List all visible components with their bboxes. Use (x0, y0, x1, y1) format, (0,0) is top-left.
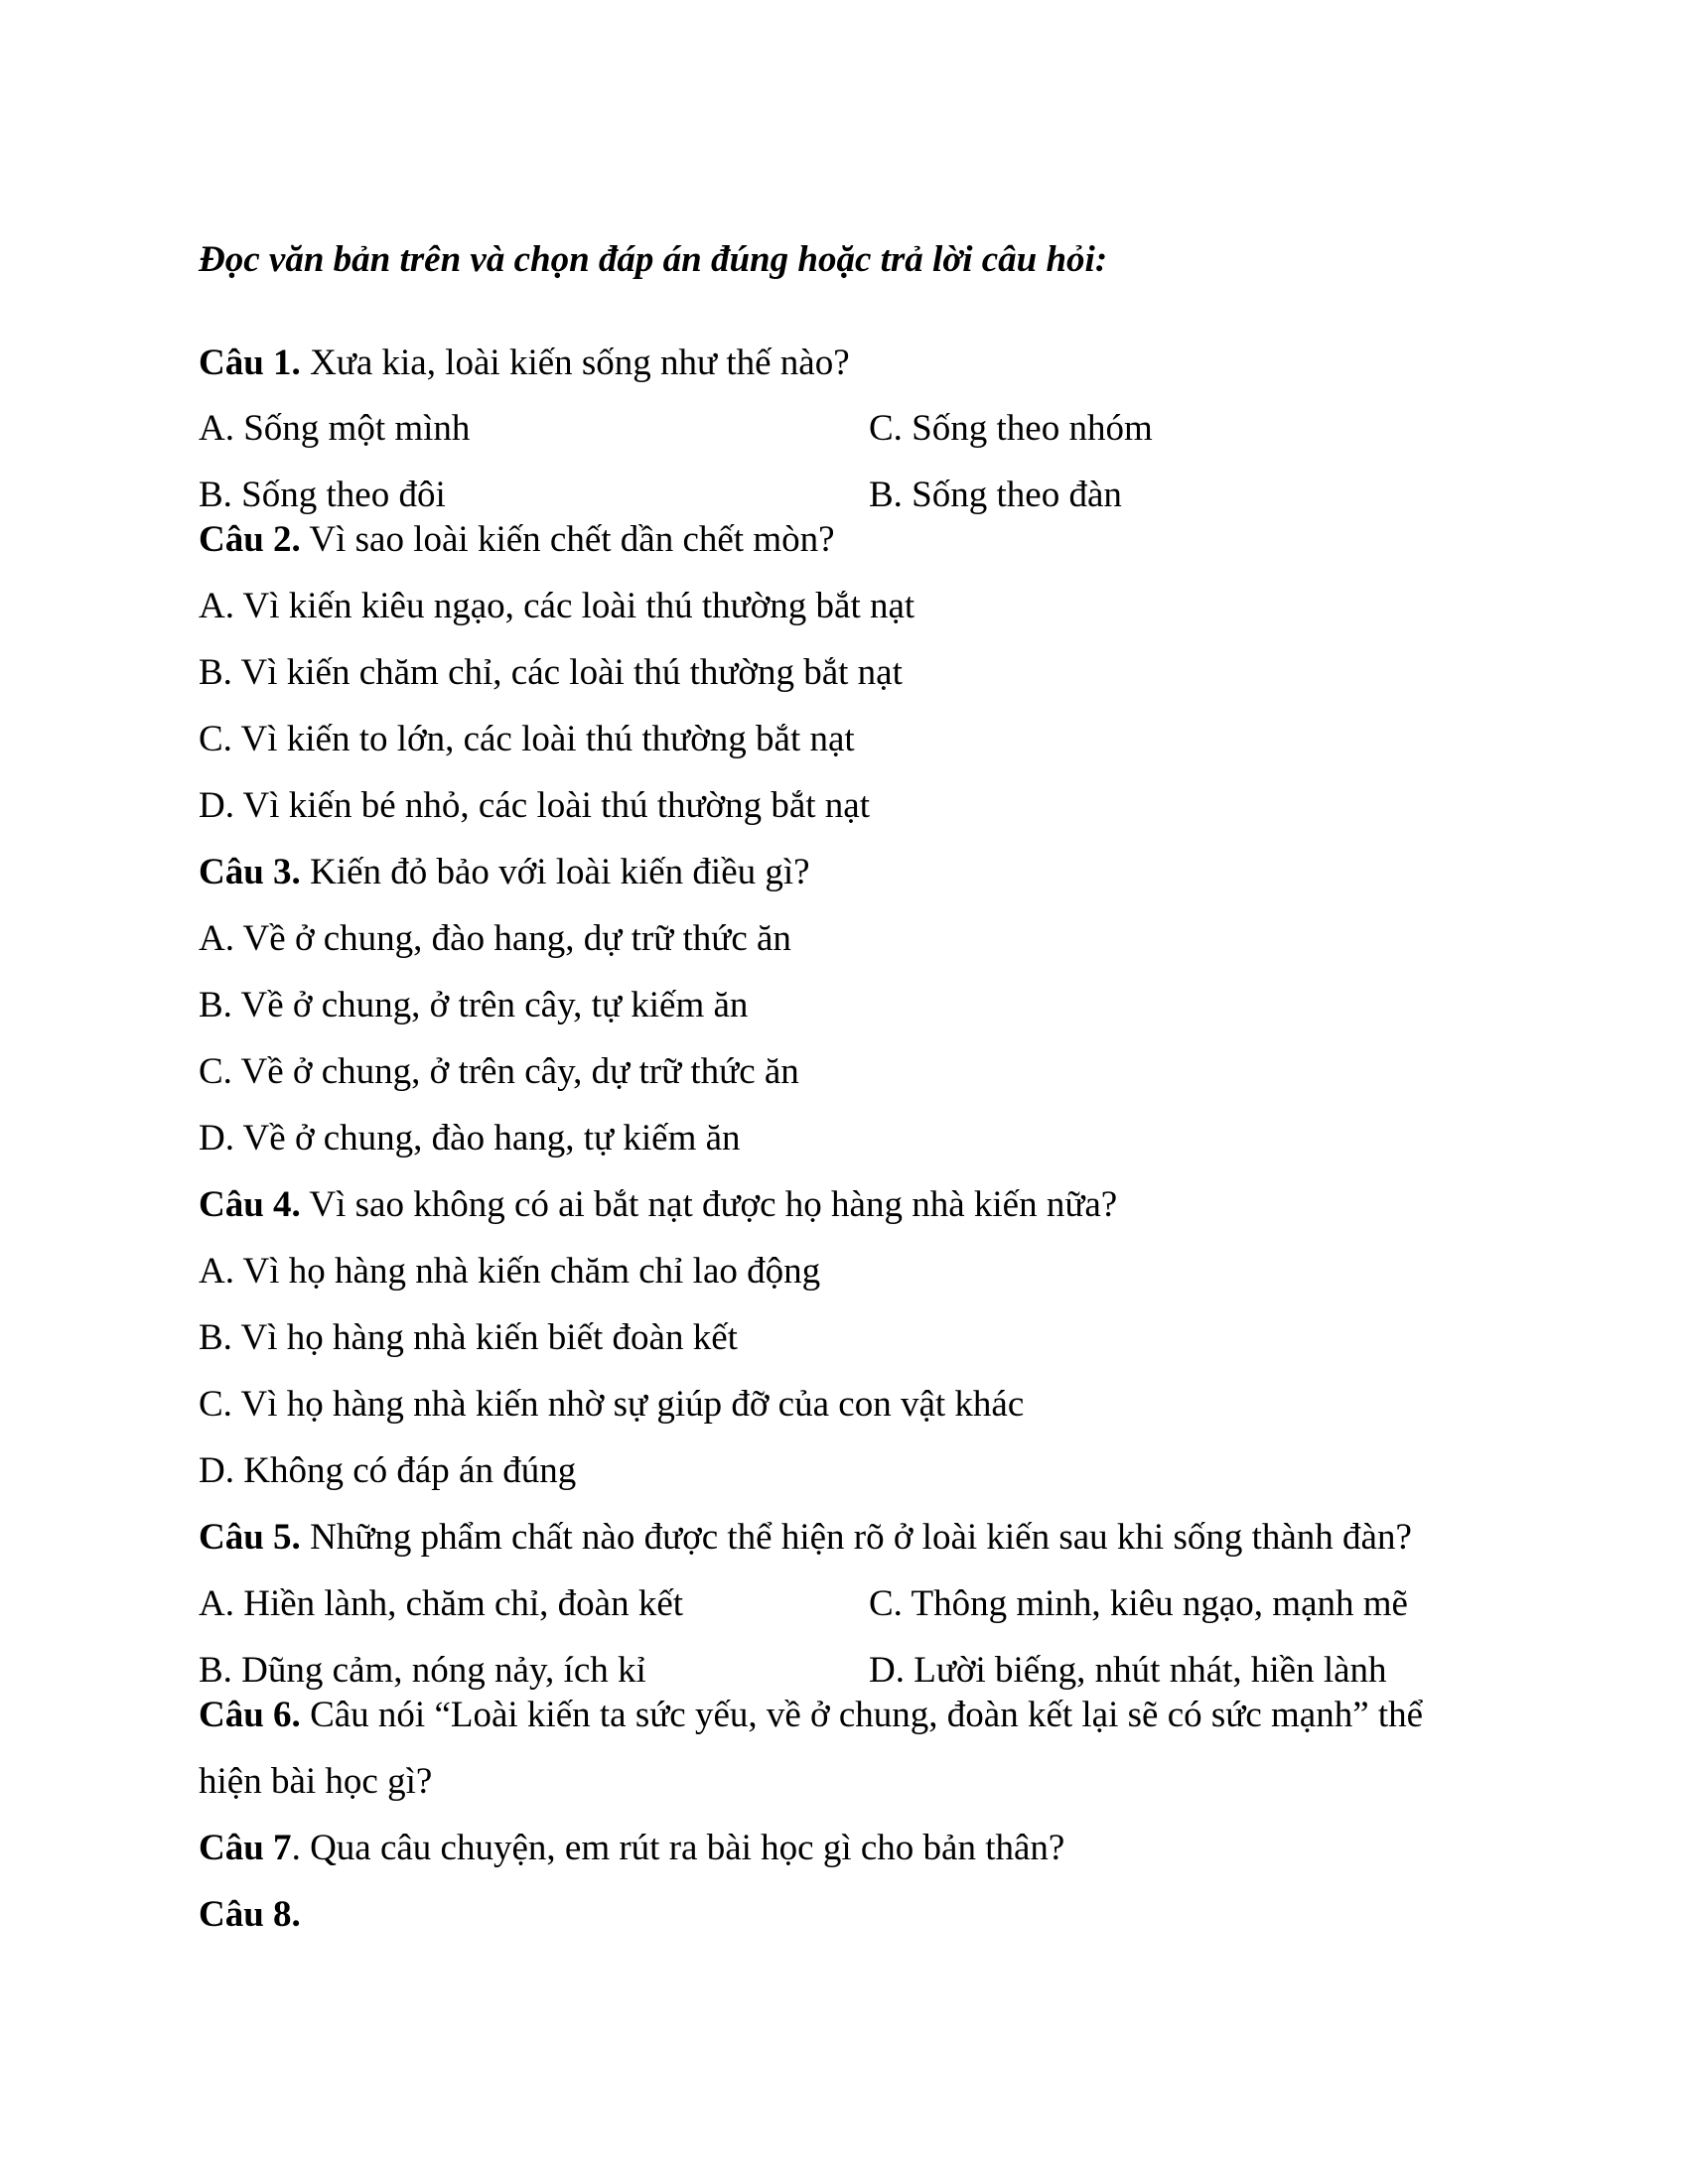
question-6 (199, 1694, 1423, 1737)
question-number: Câu 7 (199, 1828, 292, 1868)
question-1-option-b: B. Sống theo đôi (199, 475, 446, 515)
question-5 (199, 1516, 1412, 1560)
question-text: Vì sao loài kiến chết dần chết mòn? (300, 519, 835, 560)
question-5-option-d: D. Lười biếng, nhút nhát, hiền lành (869, 1650, 1387, 1691)
question-3-option-c: C. Về ở chung, ở trên cây, dự trữ thức ăn (199, 1051, 799, 1092)
question-2-option-c: C. Vì kiến to lớn, các loài thú thường bắt nạt (199, 719, 855, 759)
question-6-continuation: hiện bài học gì? (199, 1761, 433, 1802)
question-1-option-b2: B. Sống theo đàn (869, 475, 1122, 515)
question-number: Câu 6. (199, 1695, 301, 1735)
question-number: Câu 8. (199, 1894, 301, 1935)
question-5-option-a: A. Hiền lành, chăm chỉ, đoàn kết (199, 1583, 684, 1624)
question-1-option-c: C. Sống theo nhóm (869, 408, 1153, 449)
question-3-option-d: D. Về ở chung, đào hang, tự kiếm ăn (199, 1118, 741, 1159)
question-3-option-b: B. Về ở chung, ở trên cây, tự kiếm ăn (199, 985, 749, 1025)
instruction-heading: Đọc văn bản trên và chọn đáp án đúng hoặc trả lời câu hỏi: (199, 239, 1108, 280)
question-4-option-d: D. Không có đáp án đúng (199, 1450, 577, 1491)
question-4-option-c: C. Vì họ hàng nhà kiến nhờ sự giúp đỡ của con vật khác (199, 1384, 1025, 1425)
question-number: Câu 3. (199, 852, 301, 892)
question-number: Câu 1. (199, 342, 301, 383)
question-3-option-a: A. Về ở chung, đào hang, dự trữ thức ăn (199, 918, 791, 959)
question-8 (199, 1893, 301, 1937)
question-number: Câu 4. (199, 1184, 301, 1225)
question-text: Câu nói “Loài kiến ta sức yếu, về ở chung, đoàn kết lại sẽ có sức mạnh” thể (300, 1695, 1424, 1735)
question-1-option-a: A. Sống một mình (199, 408, 471, 449)
question-5-option-b: B. Dũng cảm, nóng nảy, ích kỉ (199, 1650, 646, 1691)
question-number: Câu 5. (199, 1517, 301, 1558)
question-text: Vì sao không có ai bắt nạt được họ hàng nhà kiến nữa? (300, 1184, 1118, 1225)
question-7 (199, 1827, 1064, 1870)
question-3 (199, 851, 810, 894)
question-2-option-b: B. Vì kiến chăm chỉ, các loài thú thường bắt nạt (199, 652, 903, 693)
question-text: . Qua câu chuyện, em rút ra bài học gì cho bản thân? (291, 1828, 1065, 1868)
question-5-option-c: C. Thông minh, kiêu ngạo, mạnh mẽ (869, 1583, 1408, 1624)
question-2-option-d: D. Vì kiến bé nhỏ, các loài thú thường bắt nạt (199, 785, 871, 826)
question-number: Câu 2. (199, 519, 301, 560)
question-4-option-a: A. Vì họ hàng nhà kiến chăm chỉ lao động (199, 1251, 821, 1292)
question-2-option-a: A. Vì kiến kiêu ngạo, các loài thú thường bắt nạt (199, 586, 915, 626)
question-2 (199, 518, 835, 562)
question-1 (199, 341, 850, 385)
question-text: Xưa kia, loài kiến sống như thế nào? (300, 342, 850, 383)
question-text: Những phẩm chất nào được thể hiện rõ ở loài kiến sau khi sống thành đàn? (300, 1517, 1412, 1558)
question-4 (199, 1183, 1117, 1227)
document-page (199, 0, 1509, 2184)
question-4-option-b: B. Vì họ hàng nhà kiến biết đoàn kết (199, 1317, 738, 1358)
question-text: Kiến đỏ bảo với loài kiến điều gì? (300, 852, 810, 892)
